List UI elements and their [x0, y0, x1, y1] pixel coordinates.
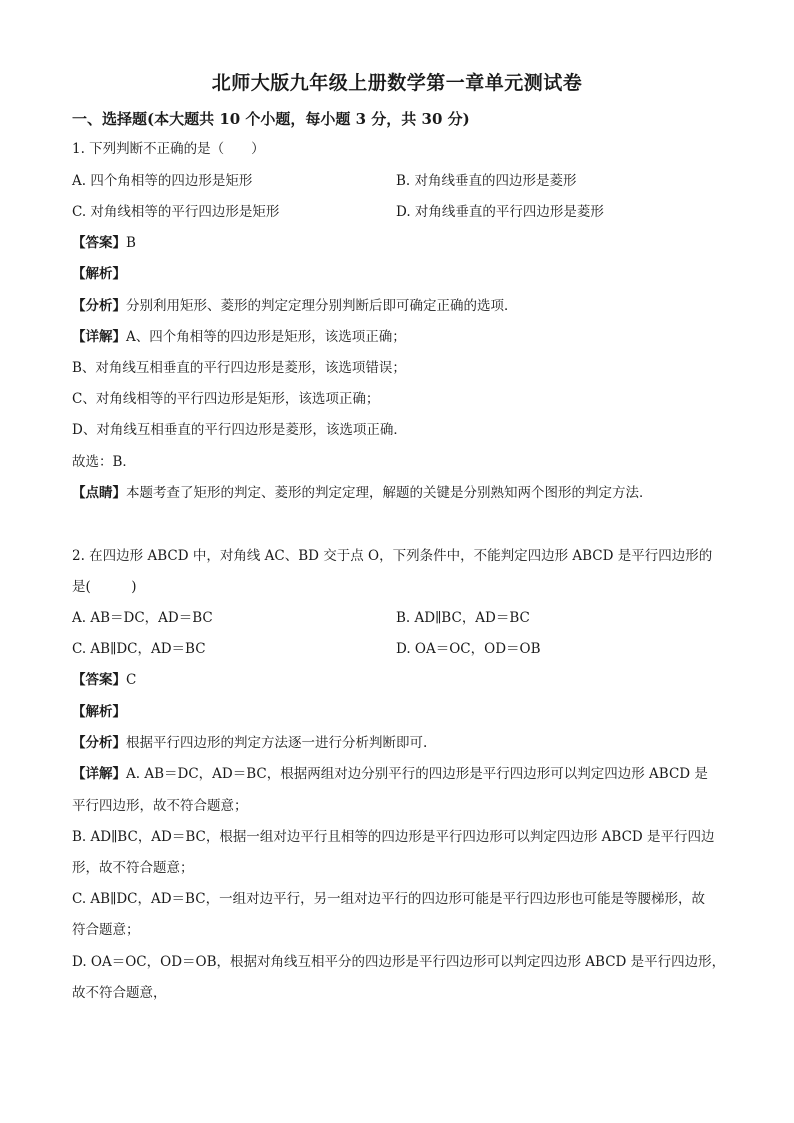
q1-fenxi: [72, 297, 732, 315]
q1-option-a: A. 四个角相等的四边形是矩形: [72, 173, 253, 189]
dianjing-tag: 【点睛】: [72, 485, 126, 501]
answer-tag: 【答案】: [72, 672, 126, 688]
page-title: 北师大版九年级上册数学第一章单元测试卷: [211, 72, 583, 94]
q2-analysis-tag: [72, 703, 732, 721]
analysis-tag: 【解析】: [72, 704, 126, 720]
answer-value: C: [126, 672, 137, 688]
q2-detail-b: B. AD∥BC，AD＝BC，根据一组对边平行且相等的四边形是平行四边形可以判定四边形 ABCD 是平行四边: [72, 829, 715, 845]
q2-fenxi: [72, 734, 732, 752]
q1-stem: 1. 下列判断不正确的是（ ）: [72, 141, 265, 157]
q1-dianjing: [72, 484, 732, 502]
xiangjie-text: A. AB＝DC，AD＝BC，根据两组对边分别平行的四边形是平行四边形可以判定四边形 ABCD 是: [126, 766, 708, 782]
q1-detail-c: C、对角线相等的平行四边形是矩形，该选项正确；: [72, 391, 380, 407]
section-heading: 一、选择题(本大题共 10 个小题，每小题 3 分，共 30 分): [72, 110, 470, 128]
q2-stem-line2: 是( ): [72, 579, 137, 595]
q2-detail-d-cont: 故不符合题意，: [72, 985, 167, 1001]
q1-xiangjie: [72, 328, 732, 346]
q2-option-c: C. AB∥DC，AD＝BC: [72, 641, 206, 657]
q2-detail-c-cont: 符合题意；: [72, 922, 140, 938]
q2-answer: [72, 671, 732, 689]
q2-detail-a-cont: 平行四边形，故不符合题意；: [72, 798, 248, 814]
q2-option-a: A. AB＝DC，AD＝BC: [72, 610, 213, 626]
q2-option-b: B. AD∥BC，AD＝BC: [396, 610, 530, 626]
answer-tag: 【答案】: [72, 235, 126, 251]
q1-choose: 故选：B．: [72, 454, 136, 470]
fenxi-tag: 【分析】: [72, 298, 126, 314]
fenxi-tag: 【分析】: [72, 735, 126, 751]
q1-answer: [72, 234, 732, 252]
fenxi-text: 分别利用矩形、菱形的判定定理分别判断后即可确定正确的选项．: [126, 298, 518, 314]
q1-option-b: B. 对角线垂直的四边形是菱形: [396, 173, 577, 189]
fenxi-text: 根据平行四边形的判定方法逐一进行分析判断即可.: [126, 735, 428, 751]
xiangjie-text: A、四个角相等的四边形是矩形，该选项正确；: [126, 329, 406, 345]
q2-detail-d: D. OA＝OC，OD＝OB，根据对角线互相平分的四边形是平行四边形可以判定四边形 ABCD 是平行四边形，: [72, 954, 726, 970]
q1-option-d: D. 对角线垂直的平行四边形是菱形: [396, 204, 604, 220]
answer-value: B: [126, 235, 136, 251]
dianjing-text: 本题考查了矩形的判定、菱形的判定定理，解题的关键是分别熟知两个图形的判定方法．: [126, 485, 653, 501]
q2-detail-c: C. AB∥DC，AD＝BC，一组对边平行，另一组对边平行的四边形可能是平行四边形也可能是等腰梯形，故: [72, 891, 706, 907]
xiangjie-tag: 【详解】: [72, 329, 126, 345]
q2-option-d: D. OA＝OC，OD＝OB: [396, 641, 541, 657]
q1-detail-d: D、对角线互相垂直的平行四边形是菱形，该选项正确．: [72, 422, 407, 438]
q1-analysis-tag: [72, 265, 732, 283]
q2-detail-b-cont: 形，故不符合题意；: [72, 860, 194, 876]
q1-option-c: C. 对角线相等的平行四边形是矩形: [72, 204, 280, 220]
analysis-tag: 【解析】: [72, 266, 126, 282]
q2-xiangjie: [72, 765, 732, 783]
xiangjie-tag: 【详解】: [72, 766, 126, 782]
q1-detail-b: B、对角线互相垂直的平行四边形是菱形，该选项错误；: [72, 360, 406, 376]
q2-stem-line1: 2. 在四边形 ABCD 中，对角线 AC、BD 交于点 O，下列条件中，不能判定四边形 ABCD 是平行四边形的: [72, 548, 713, 564]
